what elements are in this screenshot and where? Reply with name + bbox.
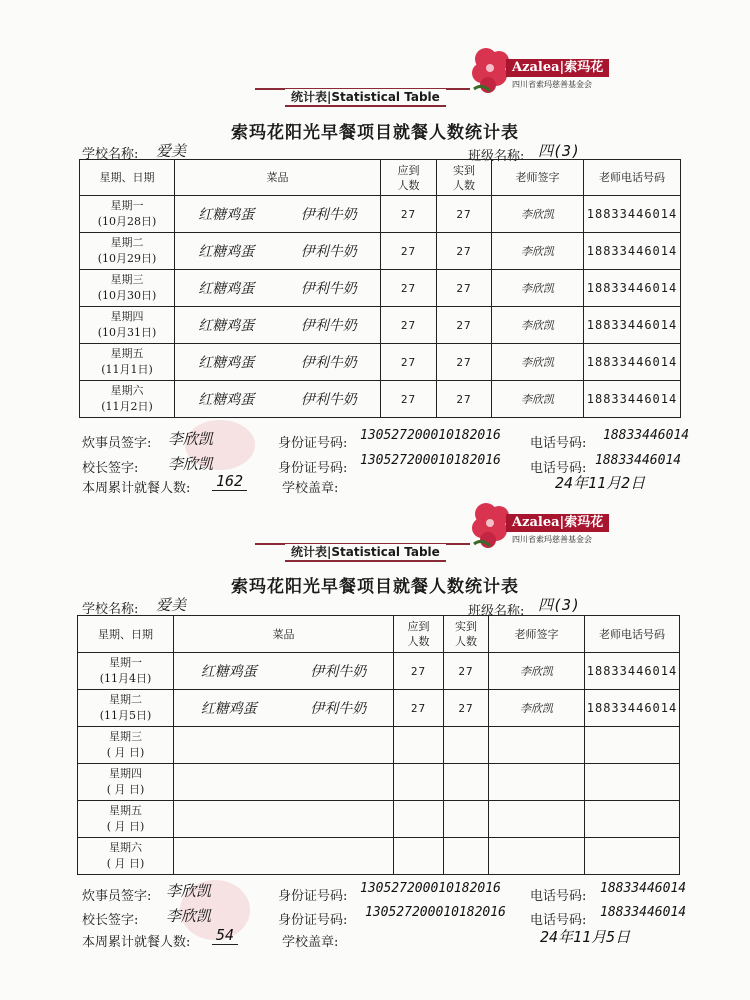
class-name-label: 班级名称: bbox=[468, 604, 525, 619]
cook-phone-label: 电话号码: bbox=[530, 436, 587, 451]
dish-1: 红糖鸡蛋 bbox=[200, 701, 257, 717]
page-title: 索玛花阳光早餐项目就餐人数统计表 bbox=[231, 123, 519, 143]
logo-brand: Azalea|索玛花 bbox=[506, 59, 609, 77]
expected-count: 27 bbox=[394, 653, 444, 690]
expected-count: 27 bbox=[381, 196, 437, 233]
col-header-actual: 实到 人数 bbox=[437, 160, 492, 196]
col-header-expected: 应到 人数 bbox=[394, 616, 444, 653]
teacher-phone: 18833446014 bbox=[585, 653, 680, 690]
dish-2: 伊利牛奶 bbox=[300, 207, 357, 223]
principal-id-label: 身份证号码: bbox=[278, 461, 348, 476]
principal-phone-value: 18833446014 bbox=[600, 905, 687, 920]
teacher-signature: 李欣凯 bbox=[492, 381, 584, 418]
col-header-teacher-sign: 老师签字 bbox=[489, 616, 585, 653]
col-header-day-date: 星期、日期 bbox=[80, 160, 175, 196]
teacher-signature: 李欣凯 bbox=[492, 270, 584, 307]
actual-count: 27 bbox=[437, 307, 492, 344]
teacher-phone: 18833446014 bbox=[584, 307, 681, 344]
dish-1: 红糖鸡蛋 bbox=[198, 281, 255, 297]
dish-2: 伊利牛奶 bbox=[300, 244, 357, 260]
table-row: 星期五 ( 月 日) bbox=[78, 801, 680, 838]
teacher-signature: 李欣凯 bbox=[492, 307, 584, 344]
dish-2: 伊利牛奶 bbox=[310, 701, 367, 717]
class-name-value: 四(3) bbox=[538, 596, 581, 614]
dish-2: 伊利牛奶 bbox=[300, 355, 357, 371]
meal-count-table bbox=[79, 159, 681, 418]
principal-phone-value: 18833446014 bbox=[595, 453, 682, 468]
date-signed: 24年11月5日 bbox=[540, 928, 631, 946]
table-row: 星期三 (10月30日) 红糖鸡蛋 伊利牛奶 27 27 李欣凯 18833446014 bbox=[80, 270, 681, 307]
table-row: 星期二 (10月29日) 红糖鸡蛋 伊利牛奶 27 27 李欣凯 18833446014 bbox=[80, 233, 681, 270]
table-row: 星期五 (11月1日) 红糖鸡蛋 伊利牛奶 27 27 李欣凯 18833446014 bbox=[80, 344, 681, 381]
teacher-phone: 18833446014 bbox=[584, 196, 681, 233]
table-row: 星期二 (11月5日) 红糖鸡蛋 伊利牛奶 27 27 李欣凯 18833446014 bbox=[78, 690, 680, 727]
teacher-signature: 李欣凯 bbox=[492, 344, 584, 381]
cook-id-label: 身份证号码: bbox=[278, 889, 348, 904]
teacher-phone: 18833446014 bbox=[585, 690, 680, 727]
teacher-signature: 李欣凯 bbox=[489, 653, 585, 690]
school-name-label: 学校名称: bbox=[82, 602, 139, 617]
principal-phone-label: 电话号码: bbox=[530, 461, 587, 476]
actual-count: 27 bbox=[444, 690, 489, 727]
teacher-phone: 18833446014 bbox=[584, 344, 681, 381]
expected-count: 27 bbox=[381, 233, 437, 270]
logo-brand: Azalea|索玛花 bbox=[506, 514, 609, 532]
dish-2: 伊利牛奶 bbox=[300, 281, 357, 297]
azalea-flower-icon bbox=[468, 500, 518, 550]
expected-count: 27 bbox=[381, 344, 437, 381]
col-header-teacher-sign: 老师签字 bbox=[492, 160, 584, 196]
cook-id-value: 130527200010182016 bbox=[360, 428, 501, 443]
expected-count: 27 bbox=[381, 270, 437, 307]
cook-signature: 李欣凯 bbox=[166, 882, 212, 900]
date-signed: 24年11月2日 bbox=[555, 474, 646, 492]
logo-foundation: 四川省索玛慈善基金会 bbox=[512, 535, 592, 544]
class-name-value: 四(3) bbox=[538, 142, 581, 160]
table-row: 星期四 (10月31日) 红糖鸡蛋 伊利牛奶 27 27 李欣凯 18833446014 bbox=[80, 307, 681, 344]
dish-2: 伊利牛奶 bbox=[310, 664, 367, 680]
principal-sign-label: 校长签字: bbox=[82, 913, 139, 928]
cook-sign-label: 炊事员签字: bbox=[82, 436, 152, 451]
cook-phone-value: 18833446014 bbox=[603, 428, 690, 443]
principal-signature: 李欣凯 bbox=[168, 455, 214, 473]
dish-1: 红糖鸡蛋 bbox=[200, 664, 257, 680]
header-divider bbox=[255, 543, 470, 545]
dish-2: 伊利牛奶 bbox=[300, 392, 357, 408]
class-name-label: 班级名称: bbox=[468, 149, 525, 164]
cook-id-label: 身份证号码: bbox=[278, 436, 348, 451]
table-row: 星期三 ( 月 日) bbox=[78, 727, 680, 764]
teacher-phone: 18833446014 bbox=[584, 270, 681, 307]
actual-count: 27 bbox=[437, 381, 492, 418]
header-tab: 统计表|Statistical Table bbox=[285, 89, 446, 107]
dish-2: 伊利牛奶 bbox=[300, 318, 357, 334]
weekly-total-value: 54 bbox=[212, 926, 238, 945]
actual-count: 27 bbox=[444, 653, 489, 690]
actual-count: 27 bbox=[437, 196, 492, 233]
school-name-value: 爱美 bbox=[156, 142, 187, 160]
dish-1: 红糖鸡蛋 bbox=[198, 318, 255, 334]
cook-signature: 李欣凯 bbox=[168, 430, 214, 448]
principal-phone-label: 电话号码: bbox=[530, 913, 587, 928]
dish-1: 红糖鸡蛋 bbox=[198, 392, 255, 408]
table-row: 星期一 (11月4日) 红糖鸡蛋 伊利牛奶 27 27 李欣凯 18833446014 bbox=[78, 653, 680, 690]
cook-phone-label: 电话号码: bbox=[530, 889, 587, 904]
principal-id-label: 身份证号码: bbox=[278, 913, 348, 928]
actual-count: 27 bbox=[437, 270, 492, 307]
dish-1: 红糖鸡蛋 bbox=[198, 355, 255, 371]
school-stamp-label: 学校盖章: bbox=[282, 481, 339, 496]
teacher-signature: 李欣凯 bbox=[492, 196, 584, 233]
expected-count: 27 bbox=[394, 690, 444, 727]
dish-1: 红糖鸡蛋 bbox=[198, 244, 255, 260]
weekly-total-value: 162 bbox=[212, 472, 247, 491]
col-header-actual: 实到 人数 bbox=[444, 616, 489, 653]
actual-count: 27 bbox=[437, 233, 492, 270]
teacher-phone: 18833446014 bbox=[584, 233, 681, 270]
principal-sign-label: 校长签字: bbox=[82, 461, 139, 476]
logo-foundation: 四川省索玛慈善基金会 bbox=[512, 80, 592, 89]
school-name-label: 学校名称: bbox=[82, 147, 139, 162]
weekly-total-label: 本周累计就餐人数: bbox=[82, 935, 191, 950]
dish-1: 红糖鸡蛋 bbox=[198, 207, 255, 223]
table-row: 星期一 (10月28日) 红糖鸡蛋 伊利牛奶 27 27 李欣凯 18833446014 bbox=[80, 196, 681, 233]
col-header-day-date: 星期、日期 bbox=[78, 616, 174, 653]
table-row: 星期六 (11月2日) 红糖鸡蛋 伊利牛奶 27 27 李欣凯 18833446014 bbox=[80, 381, 681, 418]
principal-signature: 李欣凯 bbox=[166, 907, 212, 925]
actual-count: 27 bbox=[437, 344, 492, 381]
cook-phone-value: 18833446014 bbox=[600, 881, 687, 896]
principal-id-value: 130527200010182016 bbox=[360, 453, 501, 468]
col-header-expected: 应到 人数 bbox=[381, 160, 437, 196]
page-title: 索玛花阳光早餐项目就餐人数统计表 bbox=[231, 577, 519, 597]
school-stamp-label: 学校盖章: bbox=[282, 935, 339, 950]
col-header-teacher-phone: 老师电话号码 bbox=[585, 616, 680, 653]
teacher-phone: 18833446014 bbox=[584, 381, 681, 418]
table-row: 星期六 ( 月 日) bbox=[78, 838, 680, 875]
expected-count: 27 bbox=[381, 381, 437, 418]
weekly-total-label: 本周累计就餐人数: bbox=[82, 481, 191, 496]
col-header-dishes: 菜品 bbox=[174, 616, 394, 653]
table-row: 星期四 ( 月 日) bbox=[78, 764, 680, 801]
teacher-signature: 李欣凯 bbox=[492, 233, 584, 270]
header-tab: 统计表|Statistical Table bbox=[285, 544, 446, 562]
school-name-value: 爱美 bbox=[156, 596, 187, 614]
stamp-smudge bbox=[180, 880, 250, 940]
principal-id-value: 130527200010182016 bbox=[365, 905, 506, 920]
col-header-teacher-phone: 老师电话号码 bbox=[584, 160, 681, 196]
cook-sign-label: 炊事员签字: bbox=[82, 889, 152, 904]
cook-id-value: 130527200010182016 bbox=[360, 881, 501, 896]
col-header-dishes: 菜品 bbox=[175, 160, 381, 196]
teacher-signature: 李欣凯 bbox=[489, 690, 585, 727]
meal-count-table bbox=[77, 615, 680, 875]
expected-count: 27 bbox=[381, 307, 437, 344]
